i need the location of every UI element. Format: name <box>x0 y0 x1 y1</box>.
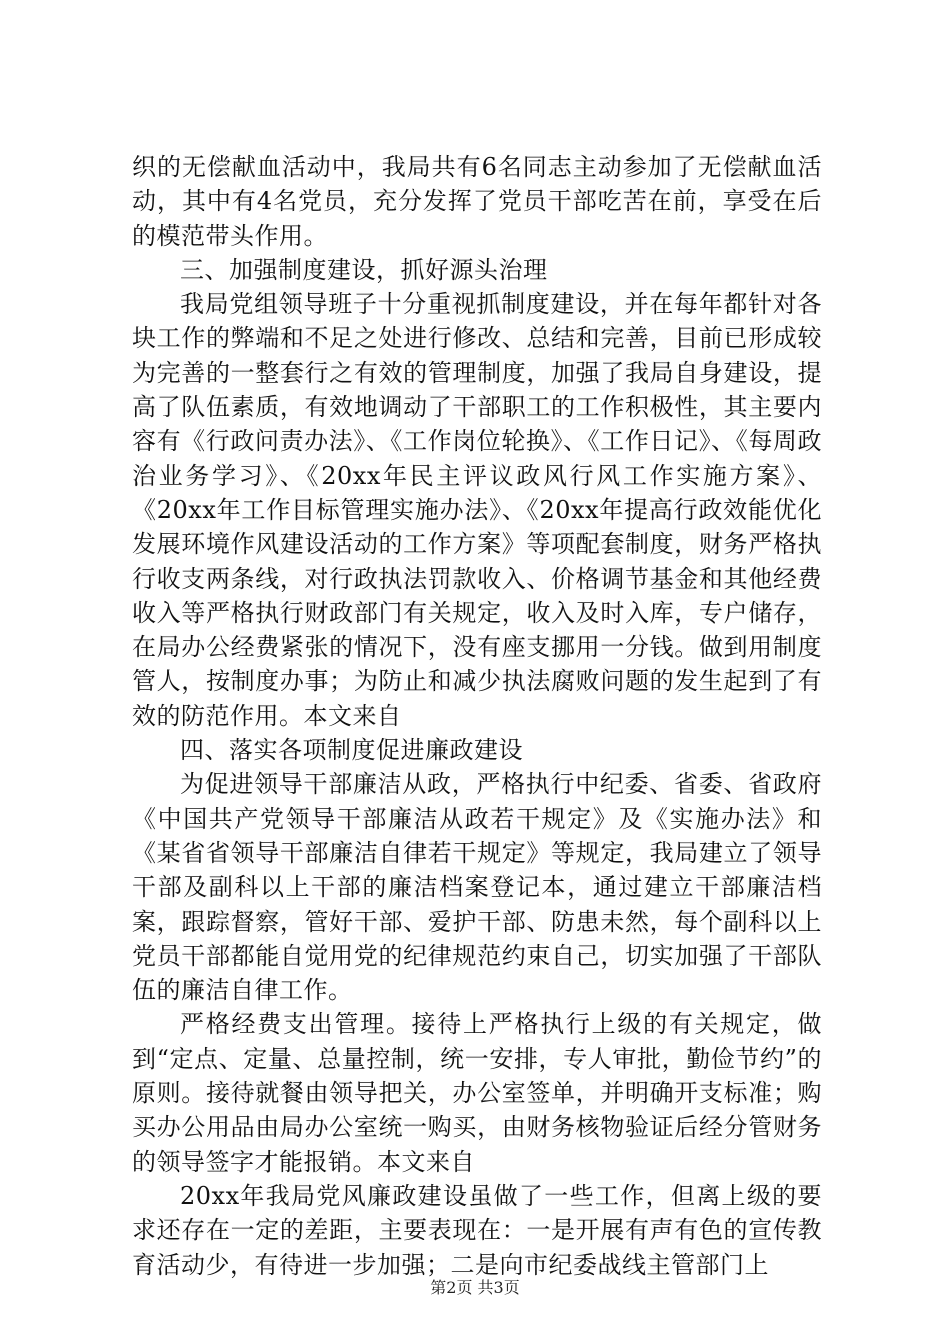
paragraph-shortcomings: 20xx年我局党风廉政建设虽做了一些工作，但离上级的要求还存在一定的差距，主要表现在：一是开展有声有色的宣传教育活动少，有待进一步加强；二是向市纪委战线主管部门上 <box>132 1181 822 1279</box>
paragraph-systems: 我局党组领导班子十分重视抓制度建设，并在每年都针对各块工作的弊端和不足之处进行修改、总结和完善，目前已形成较为完善的一整套行之有效的管理制度，加强了我局自身建设，提高了队伍素质，有效地调动了干部职工的工作积极性，其主要内容有《行政问责办法》、《工作岗位轮换》、《工作日记》、《每周政治业务学习》、《20xx年民主评议政风行风工作实施方案》、《20xx年工作目标管理实施办法》、《20xx年提高行政效能优化发展环境作风建设活动的工作方案》等项配套制度，财务严格执行收支两条线，对行政执法罚款收入、价格调节基金和其他经费收入等严格执行财政部门有关规定，收入及时入库，专户储存，在局办公经费紧张的情况下，没有座支挪用一分钱。做到用制度管人，按制度办事；为防止和减少执法腐败问题的发生起到了有效的防范作用。本文来自 <box>132 290 822 730</box>
section-heading-3: 三、加强制度建设，抓好源头治理 <box>180 255 548 284</box>
page-number-label: 第2页 共3页 <box>430 1278 520 1297</box>
section-heading-4: 四、落实各项制度促进廉政建设 <box>180 736 523 765</box>
paragraph-expenses: 严格经费支出管理。接待上严格执行上级的有关规定，做到“定点、定量、总量控制，统一安排，专人审批，勤俭节约”的原则。接待就餐由领导把关，办公室签单，并明确开支标准；购买办公用品由局办公室统一购买，由财务核物验证后经分管财务的领导签字才能报销。本文来自 <box>132 1010 822 1176</box>
page-footer <box>0 1275 950 1298</box>
document-body <box>132 150 822 1282</box>
paragraph-integrity: 为促进领导干部廉洁从政，严格执行中纪委、省委、省政府《中国共产党领导干部廉洁从政若干规定》及《实施办法》和《某省省领导干部廉洁自律若干规定》等规定，我局建立了领导干部及副科以上干部的廉洁档案登记本，通过建立干部廉洁档案，跟踪督察，管好干部、爱护干部、防患未然，每个副科以上党员干部都能自觉用党的纪律规范约束自己，切实加强了干部队伍的廉洁自律工作。 <box>132 770 822 1005</box>
paragraph-continued: 织的无偿献血活动中，我局共有6名同志主动参加了无偿献血活动，其中有4名党员，充分发挥了党员干部吃苦在前，享受在后的模范带头作用。 <box>132 153 822 250</box>
